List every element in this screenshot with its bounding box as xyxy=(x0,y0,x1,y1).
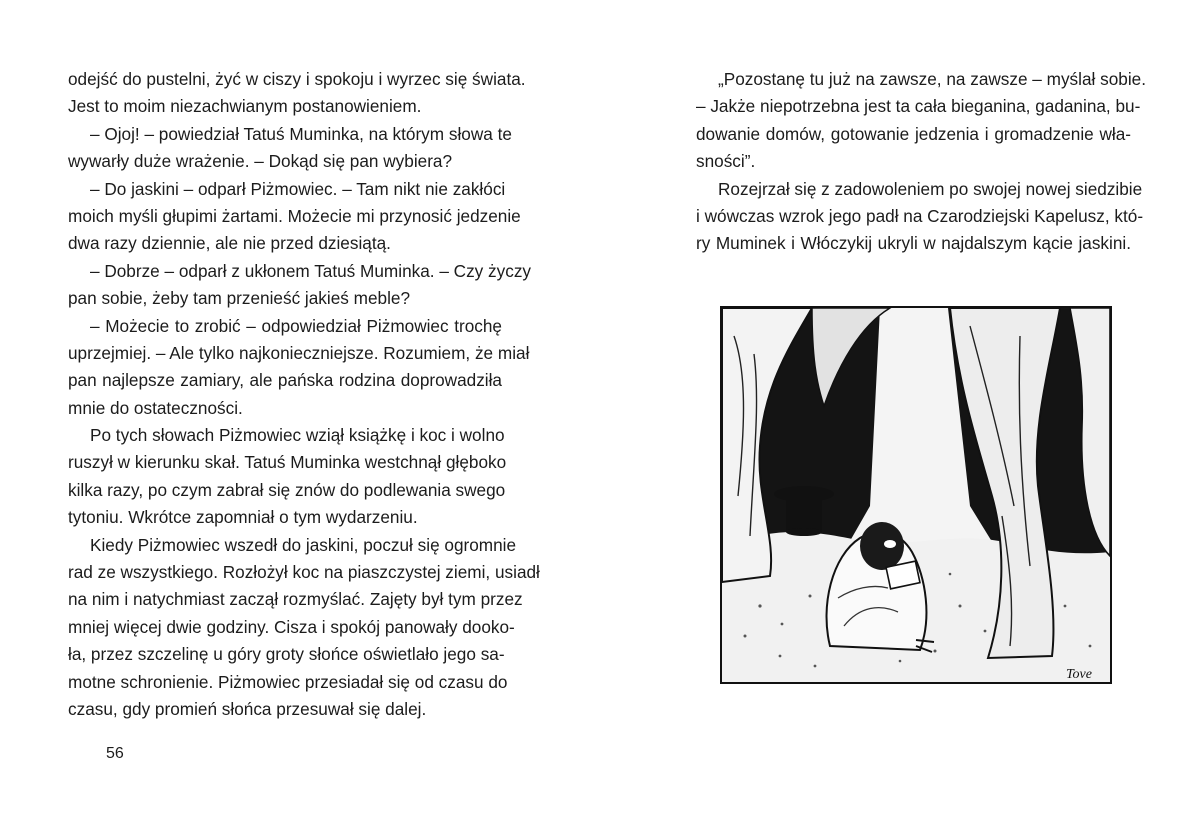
text-line: Po tych słowach Piżmowiec wziął książkę i koc i wolno xyxy=(90,425,505,446)
svg-text:Tove: Tove xyxy=(1066,667,1092,682)
text-line: czasu, gdy promień słońca przesuwał się dalej. xyxy=(68,698,427,719)
text-line: Kiedy Piżmowiec wszedł do jaskini, poczuł się ogromnie xyxy=(90,534,517,555)
left-page-text xyxy=(68,66,540,723)
text-line: dowanie domów, gotowanie jedzenia i gromadzenie wła- xyxy=(696,123,1131,144)
text-line: ruszył w kierunku skał. Tatuś Muminka westchnął głęboko xyxy=(68,452,507,473)
text-line: ry Muminek i Włóczykij ukryli w najdalszym kącie jaskini. xyxy=(696,233,1131,254)
text-line: dwa razy dziennie, ale nie przed dziesiątą. xyxy=(68,233,391,254)
text-line: i wówczas wzrok jego padł na Czarodziejski Kapelusz, któ- xyxy=(696,205,1144,226)
text-line: Jest to moim niezachwianym postanowieniem. xyxy=(68,96,422,117)
text-line: – Do jaskini – odparł Piżmowiec. – Tam nikt nie zakłóci xyxy=(90,178,506,199)
text-line: ła, przez szczelinę u góry groty słońce oświetlało jego sa- xyxy=(68,644,505,665)
text-line: odejść do pustelni, żyć w ciszy i spokoju i wyrzec się świata. xyxy=(68,69,526,89)
artist-signature xyxy=(1066,667,1092,682)
text-line: moich myśli głupimi żartami. Możecie mi przynosić jedzenie xyxy=(68,205,521,226)
text-line: – Jakże niepotrzebna jest ta cała bieganina, gadanina, bu- xyxy=(696,96,1141,117)
text-line: pan sobie, żeby tam przenieść jakieś meble? xyxy=(68,288,411,309)
text-line: uprzejmiej. – Ale tylko najkonieczniejsze. Rozumiem, że miał xyxy=(68,342,530,363)
cave-illustration xyxy=(720,306,1112,690)
text-line: – Możecie to zrobić – odpowiedział Piżmowiec trochę xyxy=(90,315,502,336)
text-line: rad ze wszystkiego. Rozłożył koc na piaszczystej ziemi, usiadł xyxy=(68,562,540,583)
text-line: Rozejrzał się z zadowoleniem po swojej nowej siedzibie xyxy=(718,178,1143,199)
text-line: pan najlepsze zamiary, ale pańska rodzina doprowadziła xyxy=(68,370,502,391)
text-line: mnie do ostateczności. xyxy=(68,397,243,418)
text-line: motne schronienie. Piżmowiec przesiadał się od czasu do xyxy=(68,671,508,692)
page-number: 56 xyxy=(106,745,124,762)
text-line: – Dobrze – odparł z ukłonem Tatuś Muminka. – Czy życzy xyxy=(90,260,532,281)
text-line: wywarły duże wrażenie. – Dokąd się pan wybiera? xyxy=(68,151,453,172)
text-line: kilka razy, po czym zabrał się znów do podlewania swego xyxy=(68,479,506,500)
text-line: na nim i natychmiast zaczął rozmyślać. Zajęty był tym przez xyxy=(68,589,523,610)
right-page xyxy=(600,0,1200,814)
text-line: „Pozostanę tu już na zawsze, na zawsze – myślał sobie. xyxy=(718,69,1146,89)
text-line: mniej więcej dwie godziny. Cisza i spokój panowały dooko- xyxy=(68,616,515,637)
text-line: – Ojoj! – powiedział Tatuś Muminka, na którym słowa te xyxy=(90,123,512,144)
text-line: sności”. xyxy=(696,151,756,172)
text-line: tytoniu. Wkrótce zapomniał o tym wydarzeniu. xyxy=(68,507,418,528)
right-page-text xyxy=(696,66,1146,258)
